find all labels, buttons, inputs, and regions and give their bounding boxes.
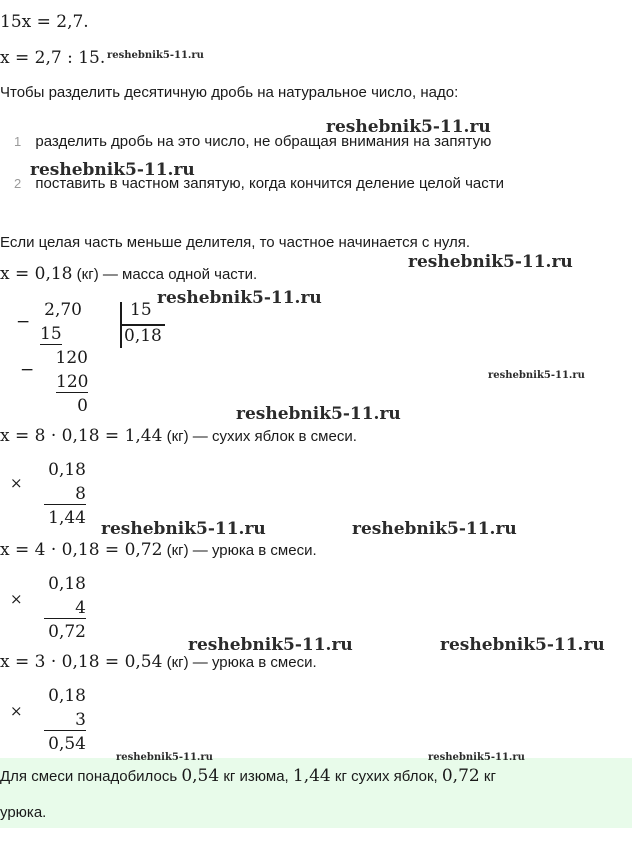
watermark: reshebnik5-11.ru bbox=[236, 404, 401, 424]
watermark: reshebnik5-11.ru bbox=[188, 635, 353, 655]
math-unit: (кг) — сухих яблок в смеси. bbox=[162, 428, 357, 445]
math-expression: x = 0,18 bbox=[0, 264, 73, 284]
answer-text: кг сухих яблок, bbox=[330, 768, 442, 785]
factor-b: 3 bbox=[44, 710, 86, 731]
list-text: поставить в частном запятую, когда кончится деление целой части bbox=[35, 175, 504, 192]
math-unit: (кг) — урюка в смеси. bbox=[162, 654, 317, 671]
watermark: reshebnik5-11.ru bbox=[440, 635, 605, 655]
dividend: 2,70 bbox=[44, 300, 82, 320]
subtrahend-2: 120 bbox=[56, 372, 89, 392]
answer-value: 0,72 bbox=[441, 766, 480, 786]
equation-1: 15x = 2,7. bbox=[0, 12, 89, 32]
answer-text: кг bbox=[479, 768, 496, 785]
answer-value: 0,54 bbox=[181, 766, 220, 786]
watermark: reshebnik5-11.ru bbox=[428, 752, 525, 763]
list-number: 2 bbox=[14, 176, 22, 191]
factor-a: 0,18 bbox=[48, 686, 86, 706]
answer-line-1 bbox=[0, 766, 496, 786]
watermark: reshebnik5-11.ru bbox=[488, 370, 585, 381]
rule-note: Если целая часть меньше делителя, то частное начинается с нуля. bbox=[0, 234, 471, 251]
answer-value: 1,44 bbox=[292, 766, 331, 786]
times-sign: × bbox=[10, 474, 23, 492]
answer-box bbox=[0, 758, 632, 828]
product: 0,54 bbox=[48, 734, 86, 754]
list-text: разделить дробь на это число, не обращая внимания на запятую bbox=[35, 133, 492, 150]
answer-text: Для смеси понадобилось bbox=[0, 768, 182, 785]
watermark: reshebnik5-11.ru bbox=[352, 519, 517, 539]
times-sign: × bbox=[10, 702, 23, 720]
answer-text: кг изюма, bbox=[219, 768, 293, 785]
answer-line-2: урюка. bbox=[0, 804, 47, 821]
math-expression: x = 8 · 0,18 = 1,44 bbox=[0, 426, 163, 446]
times-sign: × bbox=[10, 590, 23, 608]
rule-intro: Чтобы разделить десятичную дробь на натуральное число, надо: bbox=[0, 84, 459, 101]
minus-sign-2: − bbox=[20, 360, 35, 380]
result-line-apricot bbox=[0, 540, 317, 560]
watermark: reshebnik5-11.ru bbox=[101, 519, 266, 539]
factor-b: 8 bbox=[44, 484, 86, 505]
math-expression: x = 3 · 0,18 = 0,54 bbox=[0, 652, 163, 672]
product: 1,44 bbox=[48, 508, 86, 528]
factor-a: 0,18 bbox=[48, 574, 86, 594]
divisor: 15 bbox=[130, 300, 152, 320]
remainder-2: 0 bbox=[77, 396, 88, 416]
math-expression: x = 4 · 0,18 = 0,72 bbox=[0, 540, 163, 560]
watermark: reshebnik5-11.ru bbox=[157, 288, 322, 308]
product: 0,72 bbox=[48, 622, 86, 642]
result-line-raisins bbox=[0, 652, 317, 672]
math-unit: (кг) — масса одной части. bbox=[72, 266, 258, 283]
equation-2: x = 2,7 : 15. bbox=[0, 48, 106, 68]
watermark: reshebnik5-11.ru bbox=[107, 50, 204, 61]
watermark: reshebnik5-11.ru bbox=[326, 117, 491, 137]
factor-a: 0,18 bbox=[48, 460, 86, 480]
watermark: reshebnik5-11.ru bbox=[30, 160, 195, 180]
quotient: 0,18 bbox=[124, 326, 162, 346]
minus-sign: − bbox=[16, 312, 31, 332]
list-number: 1 bbox=[14, 134, 22, 149]
math-unit: (кг) — урюка в смеси. bbox=[162, 542, 317, 559]
factor-b: 4 bbox=[44, 598, 86, 619]
result-line-apples bbox=[0, 426, 357, 446]
watermark: reshebnik5-11.ru bbox=[116, 752, 213, 763]
result-line-mass bbox=[0, 264, 257, 284]
subtrahend-1: 15 bbox=[40, 324, 62, 344]
remainder-1: 120 bbox=[55, 348, 88, 368]
watermark: reshebnik5-11.ru bbox=[408, 252, 573, 272]
